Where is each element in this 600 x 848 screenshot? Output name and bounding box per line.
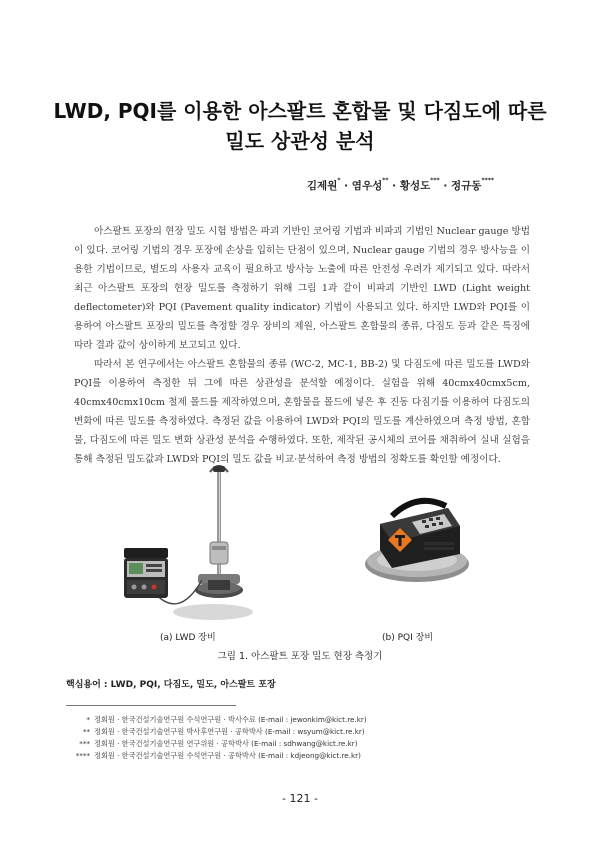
- footnote: [70, 750, 367, 762]
- footnote-text: 정회원 · 한국건설기술연구원 수석연구원 · 공학박사 (E-mail : kdjeong@kict.re.kr): [94, 751, 361, 760]
- footnote-text: 정회원 · 한국건설기술연구원 박사후연구원 · 공학박사 (E-mail : wsyum@kict.re.kr): [94, 727, 365, 736]
- footnote: [70, 726, 367, 738]
- author-mark: *: [337, 177, 341, 184]
- paragraph-1: 아스팔트 포장의 현장 밀도 시험 방법은 파괴 기반인 코어링 기법과 비파괴 기법인 Nuclear gauge 방법이 있다. 코어링 기법의 경우 포장에 손상을 입히는 단점이 있으며, Nuclear gauge 기법의 경우 방사능을 이용한 기법이므로, 별도의 사용자 교육이 필요하고 방사능 노출에 따른 안전성 우려가 제기되고 있다. 따라서 최근 아스팔트 포장의 현장 밀도를 측정하기 위해 그림 1과 같이 비파괴 기반인 LWD (Light weight deflectometer)와 PQI (Pavement quality indicator) 기법이 사용되고 있다. 하지만 LWD와 PQI를 이용하여 아스팔트 포장의 밀도를 측정할 경우 장비의 제원, 아스팔트 혼합물의 종류, 다짐도 등과 같은 특징에 따라 결과 값이 상이하게 보고되고 있다.: [74, 226, 530, 351]
- title-line-1: LWD, PQI를 이용한 아스팔트 혼합물 및 다짐도에 따른: [53, 99, 547, 123]
- abstract-body: [74, 222, 530, 469]
- footnote: [70, 714, 367, 726]
- footnote-text: 정회원 · 한국건설기술연구원 연구위원 · 공학박사 (E-mail : sdhwang@kict.re.kr): [94, 739, 358, 748]
- author-list: [307, 178, 494, 193]
- footnote-mark: ****: [75, 751, 90, 760]
- author-name: 김제원: [306, 180, 338, 192]
- footnote: [70, 738, 367, 750]
- paragraph-2: 따라서 본 연구에서는 아스팔트 혼합물의 종류 (WC-2, MC-1, BB-2) 및 다짐도에 따른 밀도를 LWD와 PQI를 이용하여 측정한 뒤 그에 따른 상관성을 분석할 예정이다. 실험을 위해 40cmx40cmx5cm, 40cmx40cmx10cm 철제 몰드를 제작하였으며, 혼합물을 몰드에 넣은 후 진동 다짐기를 이용하여 다짐도의 변화에 따른 밀도를 측정하였다. 측정된 값을 이용하여 LWD와 PQI의 밀도를 계산하였으며 측정 방법, 혼합물, 다짐도에 따른 밀도 변화 상관성 분석을 수행하였다. 또한, 제작된 공시체의 코어를 채취하여 실내 실험을 통해 측정된 밀도값과 LWD와 PQI의 밀도 값을 비교·분석하여 측정 방법의 정확도를 확인할 예정이다.: [74, 359, 530, 465]
- paper-title: [40, 96, 560, 156]
- author-separator: ·: [344, 180, 349, 192]
- title-line-2: 밀도 상관성 분석: [225, 129, 375, 153]
- footnote-mark: *: [86, 715, 90, 724]
- author-name: 황성도: [399, 180, 431, 192]
- page-number: - 121 -: [282, 792, 318, 805]
- footnote-text: 정회원 · 한국건설기술연구원 수석연구원 · 박사수료 (E-mail : jewonkim@kict.re.kr): [94, 715, 367, 724]
- author-separator: ·: [443, 180, 448, 192]
- lwd-equipment-image: [118, 462, 260, 630]
- author-mark: ****: [481, 177, 494, 184]
- footnotes: [70, 714, 367, 762]
- keywords: 핵심용어 : LWD, PQI, 다짐도, 밀도, 아스팔트 포장: [66, 680, 276, 690]
- author-name: 염우성: [351, 180, 383, 192]
- figure-title: 그림 1. 아스팔트 포장 밀도 현장 측정기: [217, 651, 383, 662]
- figure-caption-a: (a) LWD 장비: [160, 633, 216, 643]
- author-name: 정규동: [451, 180, 482, 192]
- figure-caption-b: (b) PQI 장비: [382, 633, 434, 643]
- author-separator: ·: [392, 180, 397, 192]
- author-mark: ***: [430, 177, 440, 184]
- footnote-divider: [66, 705, 236, 706]
- footnote-mark: ***: [79, 739, 90, 748]
- footnote-mark: **: [82, 727, 90, 736]
- author-mark: **: [382, 177, 389, 184]
- pqi-equipment-image: [362, 484, 472, 588]
